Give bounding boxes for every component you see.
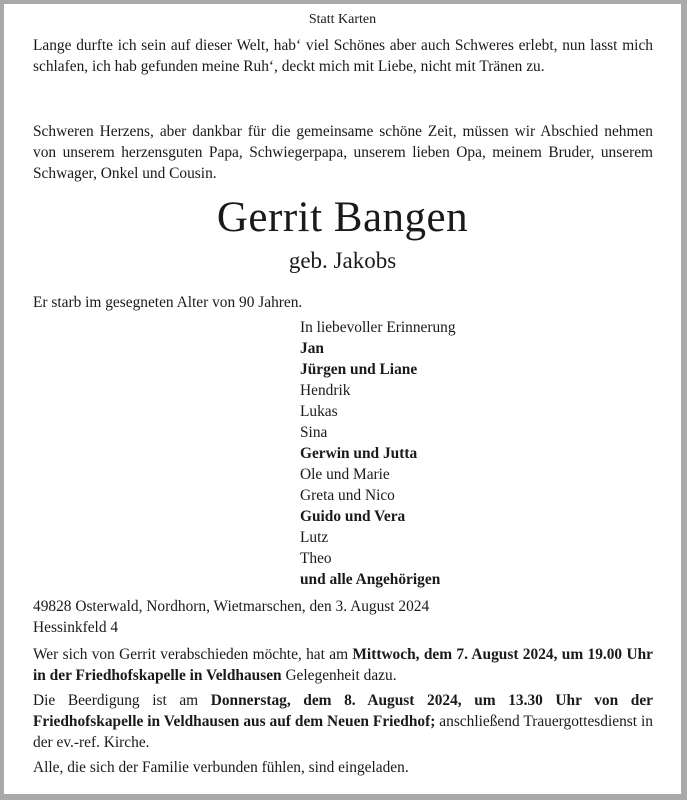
- mourner-line: Hendrik: [300, 382, 351, 399]
- intro-paragraph: Schweren Herzens, aber dankbar für die gemeinsame schöne Zeit, müssen wir Abschied nehmen von unserem herzensguten Papa, Schwiegerpapa, unserem lieben Opa, meinem Bruder, unserem Schwager, Onkel und Cousin.: [33, 123, 653, 182]
- obituary-notice: [4, 4, 681, 794]
- mourner-line: Jan: [300, 340, 324, 357]
- farewell-text-pre: Wer sich von Gerrit verabschieden möchte, hat am: [33, 646, 353, 663]
- notice-header: Statt Karten: [308, 12, 377, 27]
- funeral-text-bold: Donnerstag, dem 8. August 2024, um 13.30 Uhr von der Friedhofskapelle in Veldhausen aus auf dem Neuen Friedhof;: [33, 692, 654, 730]
- mourner-line: Theo: [300, 550, 332, 567]
- poem-paragraph: Lange durfte ich sein auf dieser Welt, hab‘ viel Schönes aber auch Schweres erlebt, nun lasst mich schlafen, ich hab gefunden meine Ruh‘, deckt mich mit Liebe, nicht mit Tränen zu.: [33, 37, 653, 75]
- funeral-text-post: anschließend Trauergottesdienst in der ev.-ref. Kirche.: [33, 713, 653, 751]
- mourner-line: Guido und Vera: [300, 508, 406, 525]
- funeral-paragraph: [33, 690, 653, 753]
- farewell-text-post: Gelegenheit dazu.: [281, 667, 397, 684]
- age-statement: Er starb im gesegneten Alter von 90 Jahren.: [33, 294, 303, 311]
- mourner-line: Sina: [300, 424, 328, 441]
- mourner-line: Lutz: [300, 529, 329, 546]
- birth-name: geb. Jakobs: [288, 248, 397, 273]
- address-line-2: Hessinkfeld 4: [33, 619, 119, 636]
- mourner-line: Jürgen und Liane: [300, 361, 418, 378]
- mourners-list: [300, 317, 456, 590]
- farewell-text-bold: Mittwoch, dem 7. August 2024, um 19.00 Uhr in der Friedhofskapelle in Veldhausen: [33, 646, 653, 684]
- mourner-line: und alle Angehörigen: [300, 571, 441, 588]
- mourner-line: Gerwin und Jutta: [300, 445, 418, 462]
- farewell-paragraph: [33, 644, 653, 686]
- mourner-line: Lukas: [300, 403, 338, 420]
- invitation-text: Alle, die sich der Familie verbunden fühlen, sind eingeladen.: [33, 759, 409, 776]
- deceased-name: Gerrit Bangen: [216, 194, 469, 241]
- mourner-line: Ole und Marie: [300, 466, 390, 483]
- address-line-1: 49828 Osterwald, Nordhorn, Wietmarschen, den 3. August 2024: [33, 598, 430, 615]
- mourner-line: Greta und Nico: [300, 487, 395, 504]
- mourner-line: In liebevoller Erinnerung: [300, 319, 456, 336]
- funeral-text-pre: Die Beerdigung ist am: [33, 692, 211, 709]
